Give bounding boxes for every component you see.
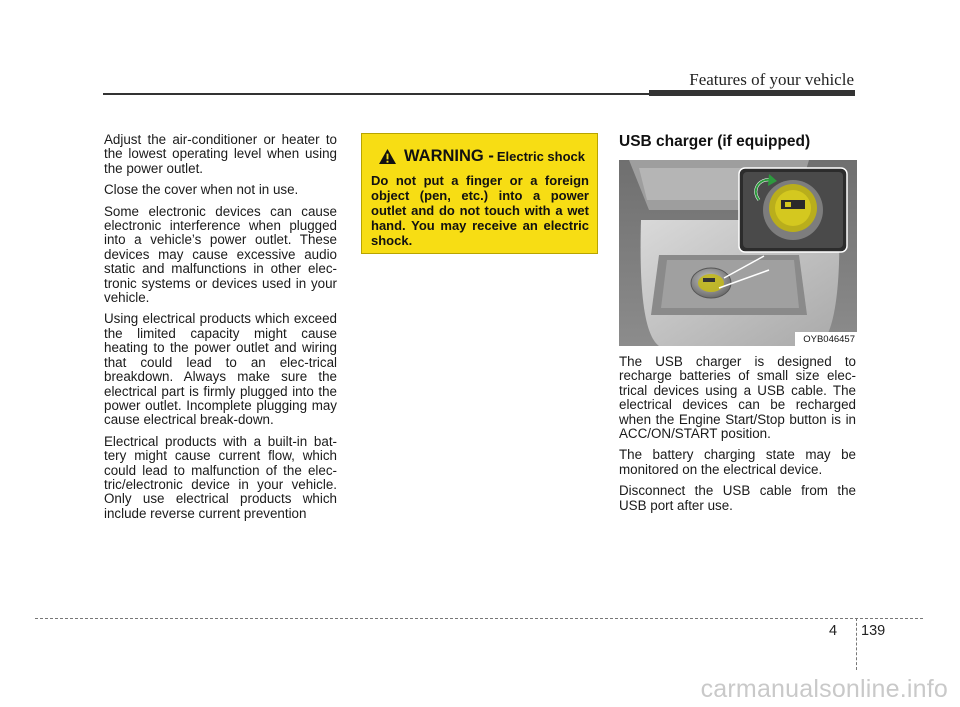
usb-charger-illustration xyxy=(619,160,857,346)
watermark: carmanualsonline.info xyxy=(700,675,948,703)
page-header-title: Features of your vehicle xyxy=(689,70,854,89)
header-rule-accent xyxy=(649,90,855,96)
paragraph: Adjust the air-conditioner or heater to the lowest operating level when using the power outlet. xyxy=(104,132,337,176)
paragraph: Using electrical products which exceed the limited capacity might cause heating to the power outlet and wiring that could lead to an elec-trical breakdown. Always make sure the electrical part is firmly plugged into the power outlet. Incomplete plugging may cause electrical break-down. xyxy=(104,311,337,428)
warning-subtitle: Electric shock xyxy=(496,149,585,164)
warning-box xyxy=(361,133,598,254)
usb-section-heading: USB charger (if equipped) xyxy=(619,133,811,150)
chapter-number: 4 xyxy=(829,623,838,639)
paragraph: Close the cover when not in use. xyxy=(104,182,299,198)
footer-rule xyxy=(35,618,923,619)
image-code-label: OYB046457 xyxy=(803,334,855,345)
footer-divider xyxy=(856,618,857,670)
warning-triangle-icon xyxy=(378,148,397,165)
warning-header xyxy=(378,147,585,166)
warning-text: Do not put a finger or a foreign object (pen, etc.) into a power outlet and do not touch with a wet hand. You may receive an electric shock. xyxy=(371,173,589,248)
paragraph: Disconnect the USB cable from the USB port after use. xyxy=(619,483,856,513)
right-column-text xyxy=(619,355,856,520)
left-column-text xyxy=(104,133,337,528)
paragraph: Electrical products with a built-in bat-tery might cause current flow, which could lead to malfunction of the elec-tric/electronic device in your vehicle. Only use electrical products which include reverse current prevention xyxy=(104,433,337,521)
paragraph: Some electronic devices can cause electronic interference when plugged into a vehicle’s power outlet. These devices may cause excessive audio static and malfunctions in other elec-tronic systems or devices used in your vehicle. xyxy=(104,203,337,306)
paragraph: The battery charging state may be monitored on the electrical device. xyxy=(619,447,856,477)
paragraph: The USB charger is designed to recharge batteries of small size elec-trical devices using a USB cable. The electrical devices can be recharged when the Engine Start/Stop button is in ACC/ON/START position. xyxy=(619,354,856,442)
page-number: 139 xyxy=(861,623,886,639)
usb-charger-figure xyxy=(619,160,857,346)
warning-title: WARNING - xyxy=(404,147,494,165)
